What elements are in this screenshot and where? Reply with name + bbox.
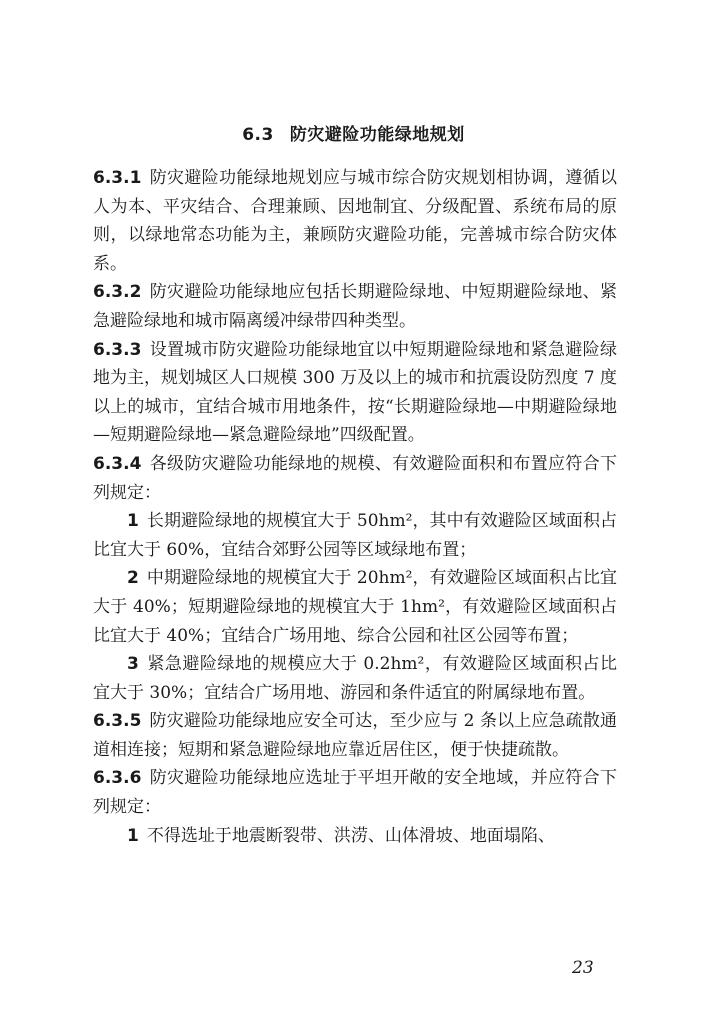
section-title: 防灾避险功能绿地规划: [289, 125, 465, 145]
clause-text: 防灾避险功能绿地规划应与城市综合防灾规划相协调，遵循以人为本、平灾结合、合理兼顾、因地制宜、分级配置、系统布局的原则，以绿地常态功能为主，兼顾防灾避险功能，完善城市综合防灾体系。: [93, 168, 617, 274]
item-number: 3: [127, 654, 139, 675]
page-number: 23: [572, 958, 594, 978]
clause-6-3-4-item-3: [93, 650, 617, 707]
clause-6-3-6-item-1: [93, 822, 617, 851]
clause-text: 设置城市防灾避险功能绿地宜以中短期避险绿地和紧急避险绿地为主，规划城区人口规模 300 万及以上的城市和抗震设防烈度 7 度以上的城市，宜结合城市用地条件，按“长期避险绿地—中期避险绿地—短期避险绿地—紧急避险绿地”四级配置。: [93, 339, 617, 446]
clause-6-3-4-item-1: [93, 507, 617, 564]
clause-6-3-3: [93, 336, 617, 450]
clause-number: 6.3.3: [93, 339, 142, 360]
item-text: 中期避险绿地的规模宜大于 20hm²，有效避险区域面积占比宜大于 40%；短期避险绿地的规模宜大于 1hm²，有效避险区域面积占比宜大于 40%；宜结合广场用地、综合公园和社区公园等布置；: [93, 568, 617, 646]
item-number: 2: [127, 568, 139, 589]
clause-number: 6.3.2: [93, 282, 142, 303]
item-text: 紧急避险绿地的规模应大于 0.2hm²，有效避险区域面积占比宜大于 30%；宜结合广场用地、游园和条件适宜的附属绿地布置。: [93, 654, 617, 703]
clause-text: 防灾避险功能绿地应安全可达，至少应与 2 条以上应急疏散通道相连接；短期和紧急避险绿地应靠近居住区，便于快捷疏散。: [93, 711, 617, 760]
section-heading: [0, 120, 707, 145]
clause-6-3-4: [93, 450, 617, 507]
clause-6-3-1: [93, 164, 617, 278]
clause-text: 各级防灾避险功能绿地的规模、有效避险面积和布置应符合下列规定：: [93, 453, 617, 503]
clause-number: 6.3.1: [93, 168, 142, 188]
item-text: 长期避险绿地的规模宜大于 50hm²，其中有效避险区域面积占比宜大于 60%，宜结合郊野公园等区域绿地布置；: [93, 511, 617, 560]
section-number: 6.3: [242, 125, 274, 145]
clause-text: 防灾避险功能绿地应包括长期避险绿地、中短期避险绿地、紧急避险绿地和城市隔离缓冲绿带四种类型。: [93, 282, 617, 331]
clause-text: 防灾避险功能绿地应选址于平坦开敞的安全地域，并应符合下列规定：: [93, 768, 617, 818]
clause-6-3-4-item-2: [93, 564, 617, 650]
clause-number: 6.3.6: [93, 768, 142, 789]
clause-6-3-6: [93, 764, 617, 821]
item-text: 不得选址于地震断裂带、洪涝、山体滑坡、地面塌陷、: [146, 825, 555, 846]
item-number: 1: [127, 511, 139, 532]
item-number: 1: [127, 825, 139, 846]
clause-number: 6.3.5: [93, 711, 142, 732]
clause-6-3-5: [93, 707, 617, 764]
document-body: [93, 164, 617, 850]
clause-number: 6.3.4: [93, 453, 142, 474]
clause-6-3-2: [93, 278, 617, 335]
